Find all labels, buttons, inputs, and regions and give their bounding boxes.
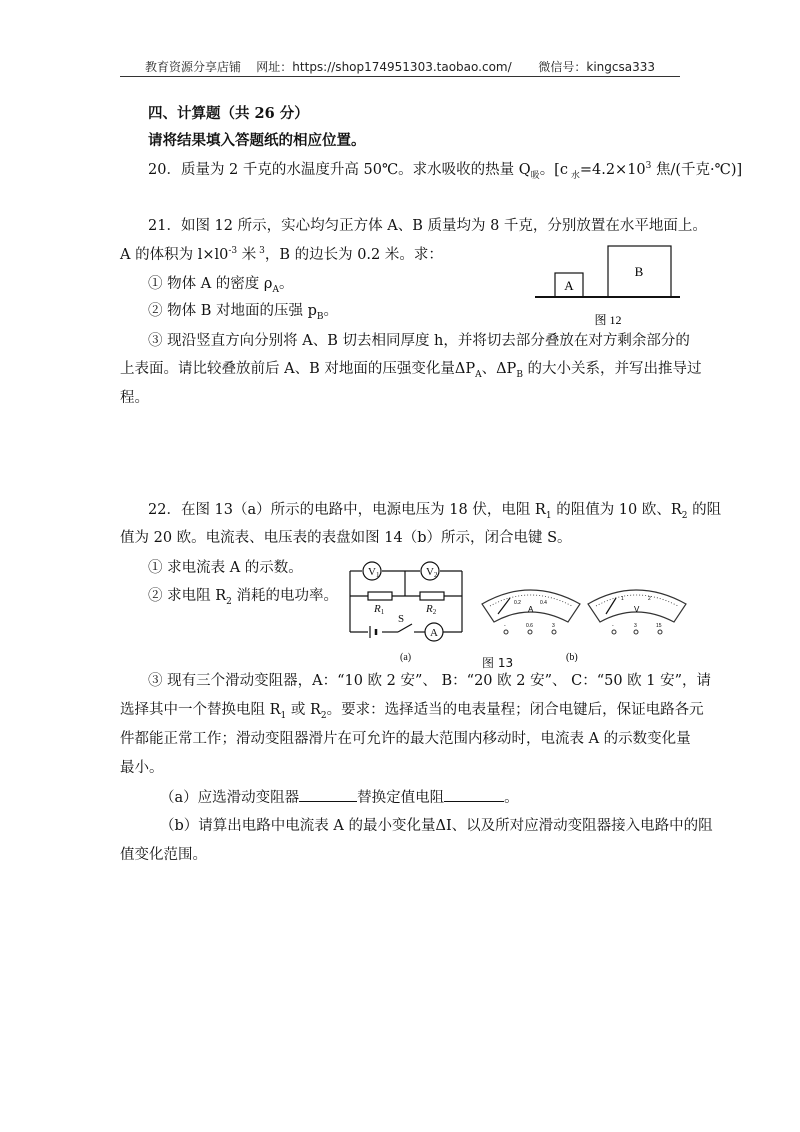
- q22-line1-sub2: 2: [681, 510, 688, 521]
- ammeter-term-1: -: [504, 623, 506, 629]
- q21-line2-c: ，B 的边长为 0.2 米。求：: [264, 247, 443, 263]
- block-b-label: B: [634, 264, 644, 279]
- q21-line2: [120, 245, 443, 265]
- figure-13-caption: 图 13: [482, 656, 514, 670]
- meters-caption-b: (b): [566, 652, 578, 662]
- ammeter-tick-1: 0.2: [514, 600, 521, 606]
- header-divider: [120, 76, 680, 77]
- q20-sup: 3: [645, 161, 652, 172]
- voltmeter-tick-2: 2: [648, 596, 651, 602]
- voltmeter-dial: [588, 590, 686, 634]
- q20-text-a: 20．质量为 2 千克的水温度升高 50℃。求水吸收的热量 Q: [148, 162, 531, 178]
- q22-item2-b: 消耗的电功率。: [231, 588, 338, 604]
- r2-label: R2: [426, 603, 437, 616]
- ammeter-label: A: [430, 627, 438, 639]
- q22-item2-a: ② 求电阻 R: [148, 588, 227, 604]
- r1-label: R1: [374, 603, 385, 616]
- q21-item3-line1: ③ 现沿竖直方向分别将 A、B 切去相同厚度 h，并将切去部分叠放在对方剩余部分的: [148, 333, 690, 349]
- ammeter-term-3: 3: [552, 623, 555, 629]
- ammeter-term-2: 0.6: [526, 623, 533, 629]
- q22-line1: [148, 500, 721, 520]
- header-wechat: kingcsa333: [586, 60, 655, 74]
- header-wechat-label: 微信号：: [538, 60, 587, 74]
- q20-sub: 吸: [530, 170, 540, 181]
- voltmeter-term-1: -: [612, 623, 614, 629]
- figure-12-caption: 图 12: [594, 313, 622, 327]
- q21-item2-sub: B: [316, 311, 324, 322]
- q21-line1: 21．如图 12 所示，实心均匀正方体 A、B 质量均为 8 千克，分别放置在水平地面上。: [148, 218, 707, 234]
- q22-item3-line2: [120, 700, 704, 720]
- q22-item3-line1: ③ 现有三个滑动变阻器，A：“10 欧 2 安”、 B：“20 欧 2 安”、 C：“50 欧 1 安”，请: [148, 673, 712, 689]
- q22-part-a: [160, 787, 519, 808]
- section-title: 四、计算题（共 26 分）: [148, 105, 309, 122]
- q20-text-c: =4.2×10: [579, 162, 646, 178]
- q22-item3-b2: 或 R: [286, 702, 321, 718]
- q22-item2-sub: 2: [226, 596, 232, 607]
- q22-line2: 值为 20 欧。电流表、电压表的表盘如图 14（b）所示，闭合电键 S。: [120, 530, 572, 546]
- q21-item2: [148, 301, 338, 321]
- q22-part-b-line2: 值变化范围。: [120, 847, 207, 863]
- q21-item1: [148, 274, 293, 294]
- q22-item3-b1: 选择其中一个替换电阻 R: [120, 702, 281, 718]
- v2-label: V2: [426, 566, 438, 579]
- q21-item3-sub2: B: [516, 369, 523, 380]
- q21-item3-b1: 上表面。请比较叠放前后 A、B 对地面的压强变化量ΔP: [120, 361, 476, 377]
- q21-line2-b: 米: [237, 247, 257, 263]
- header-url[interactable]: https://shop174951303.taobao.com/: [292, 60, 512, 74]
- answer-blank-rheostat[interactable]: [299, 787, 357, 802]
- circuit-caption-a: (a): [400, 652, 412, 663]
- q21-item3-b2: 、ΔP: [481, 361, 517, 377]
- q21-item3-sub1: A: [475, 369, 482, 380]
- voltmeter-tick-1: 1: [621, 596, 624, 602]
- q21-item2-a: ② 物体 B 对地面的压强 p: [148, 303, 317, 319]
- v1-label: V1: [368, 566, 380, 579]
- q20-text-d: 焦/(千克·℃)]: [651, 162, 743, 178]
- ammeter-dial: [482, 590, 580, 634]
- q20-text-b: 。[c: [539, 162, 568, 178]
- ammeter-letter: A: [528, 605, 534, 614]
- q21-item1-sub: A: [272, 284, 279, 295]
- q21-item1-a: ① 物体 A 的密度 ρ: [148, 276, 273, 292]
- q22-item3-b3: 。要求：选择适当的电表量程；闭合电键后，保证电路各元: [326, 702, 704, 718]
- q20-csub: 水: [567, 170, 580, 181]
- header-shop: 教育资源分享店铺: [145, 60, 242, 74]
- meters-figure: [476, 570, 692, 662]
- q22-part-a-text2: 替换定值电阻: [357, 790, 445, 806]
- q22-line1-a: 22．在图 13（a）所示的电路中，电源电压为 18 伏，电阻 R: [148, 502, 546, 518]
- page-header: [120, 58, 680, 75]
- voltmeter-term-2: 3: [634, 623, 637, 629]
- q22-line1-c: 的阻: [687, 502, 722, 518]
- answer-blank-resistor[interactable]: [444, 787, 504, 802]
- section-instruction: 请将结果填入答题纸的相应位置。: [148, 132, 366, 149]
- q22-item1: ① 求电流表 A 的示数。: [148, 560, 303, 576]
- question-20: [148, 160, 742, 180]
- figure-12: [520, 238, 690, 333]
- header-url-label: 网址：: [256, 60, 293, 74]
- q22-line1-sub1: 1: [545, 510, 552, 521]
- q22-item3-line4: 最小。: [120, 760, 164, 776]
- q22-item2: [148, 586, 338, 606]
- q21-item3-b3: 的大小关系，并写出推导过: [522, 361, 702, 377]
- voltmeter-term-3: 15: [656, 623, 662, 629]
- q22-part-a-text1: （a）应选滑动变阻器: [160, 790, 300, 806]
- q21-line2-sup2: 3: [256, 246, 265, 257]
- q21-item2-b: 。: [323, 303, 338, 319]
- q21-line2-sup: -3: [228, 246, 238, 257]
- circuit-diagram: [340, 556, 470, 666]
- q21-item3-line3: 程。: [120, 390, 149, 406]
- voltmeter-letter: V: [634, 605, 640, 614]
- q21-item1-b: 。: [278, 276, 294, 292]
- q22-item3-line3: 件都能正常工作；滑动变阻器滑片在可允许的最大范围内移动时，电流表 A 的示数变化量: [120, 731, 691, 747]
- switch-label: S: [398, 613, 405, 625]
- q22-item3-sub2: 2: [320, 710, 327, 721]
- block-a-label: A: [564, 278, 574, 293]
- q21-item3-line2: [120, 359, 702, 379]
- q22-part-a-text3: 。: [504, 790, 519, 806]
- ammeter-tick-2: 0.4: [540, 600, 547, 606]
- q22-part-b-line1: （b）请算出电路中电流表 A 的最小变化量ΔI、以及所对应滑动变阻器接入电路中的阻: [160, 818, 713, 834]
- q22-line1-b: 的阻值为 10 欧、R: [551, 502, 682, 518]
- q21-line2-a: A 的体积为 l×l0: [120, 247, 229, 263]
- q22-item3-sub1: 1: [280, 710, 287, 721]
